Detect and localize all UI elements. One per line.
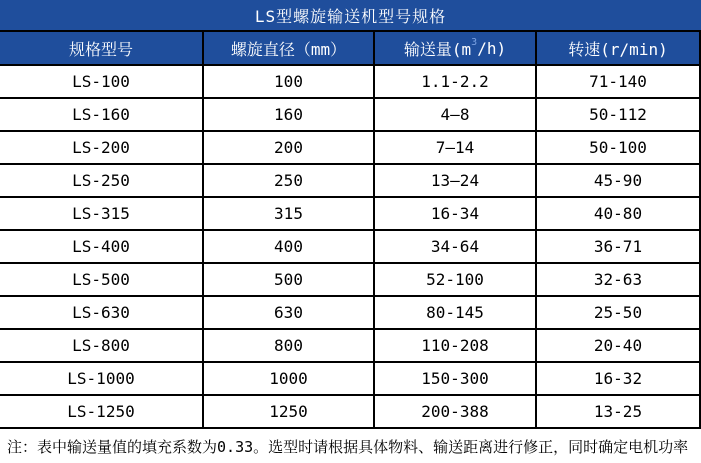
table-cell: LS-500 [0,264,204,295]
table-cell: 1.1-2.2 [375,66,537,97]
table-cell: 200 [204,132,375,163]
table-cell: LS-800 [0,330,204,361]
column-header-label: 螺旋直径（mm） [230,39,347,59]
table-cell: 4—8 [375,99,537,130]
table-header-row [0,32,701,66]
table-cell: 13—24 [375,165,537,196]
table-row [0,264,701,297]
table-cell: LS-400 [0,231,204,262]
table-cell: 1250 [204,396,375,427]
column-header-diameter [204,32,375,64]
table-cell: 500 [204,264,375,295]
table-cell: 16-32 [537,363,701,394]
table-cell: 52-100 [375,264,537,295]
table-cell: LS-315 [0,198,204,229]
column-header-label: 转速(r/min) [568,39,668,59]
table-cell: 630 [204,297,375,328]
table-cell: LS-100 [0,66,204,97]
table-cell: 50-100 [537,132,701,163]
column-header-label-suffix: /h) [477,38,507,58]
table-cell: 34-64 [375,231,537,262]
table-cell: 16-34 [375,198,537,229]
table-cell: LS-1250 [0,396,204,427]
table-cell: 45-90 [537,165,701,196]
column-header-model [0,32,204,64]
table-row [0,297,701,330]
column-header-label: 输送量(m [403,39,472,59]
table-cell: 110-208 [375,330,537,361]
table-cell: 7—14 [375,132,537,163]
table-cell: LS-630 [0,297,204,328]
column-header-label: 规格型号 [68,39,133,59]
table-cell: LS-160 [0,99,204,130]
table-cell: 25-50 [537,297,701,328]
table-cell: 150-300 [375,363,537,394]
column-header-superscript: 3 [471,37,478,48]
column-header-speed [537,32,701,64]
table-row [0,165,701,198]
table-cell: 71-140 [537,66,701,97]
table-title: LS型螺旋输送机型号规格 [0,0,701,32]
table-footnote: 注：表中输送量值的填充系数为0.33。选型时请根据具体物料、输送距离进行修正，同时确定电机功率 [7,437,689,456]
table-cell: 250 [204,165,375,196]
table-row [0,99,701,132]
table-cell: 160 [204,99,375,130]
table-row [0,198,701,231]
table-cell: 80-145 [375,297,537,328]
table-row [0,66,701,99]
table-cell: LS-250 [0,165,204,196]
table-cell: 50-112 [537,99,701,130]
table-cell: 20-40 [537,330,701,361]
table-row [0,396,701,429]
table-cell: 800 [204,330,375,361]
table-body [0,66,701,429]
table-row [0,231,701,264]
table-cell: LS-1000 [0,363,204,394]
table-cell: 32-63 [537,264,701,295]
table-cell: 400 [204,231,375,262]
table-cell: LS-200 [0,132,204,163]
table-cell: 315 [204,198,375,229]
table-cell: 1000 [204,363,375,394]
column-header-capacity [375,32,537,64]
table-row [0,132,701,165]
table-cell: 40-80 [537,198,701,229]
table-cell: 200-388 [375,396,537,427]
table-cell: 100 [204,66,375,97]
table-cell: 13-25 [537,396,701,427]
table-cell: 36-71 [537,231,701,262]
table-row [0,330,701,363]
table-row [0,363,701,396]
